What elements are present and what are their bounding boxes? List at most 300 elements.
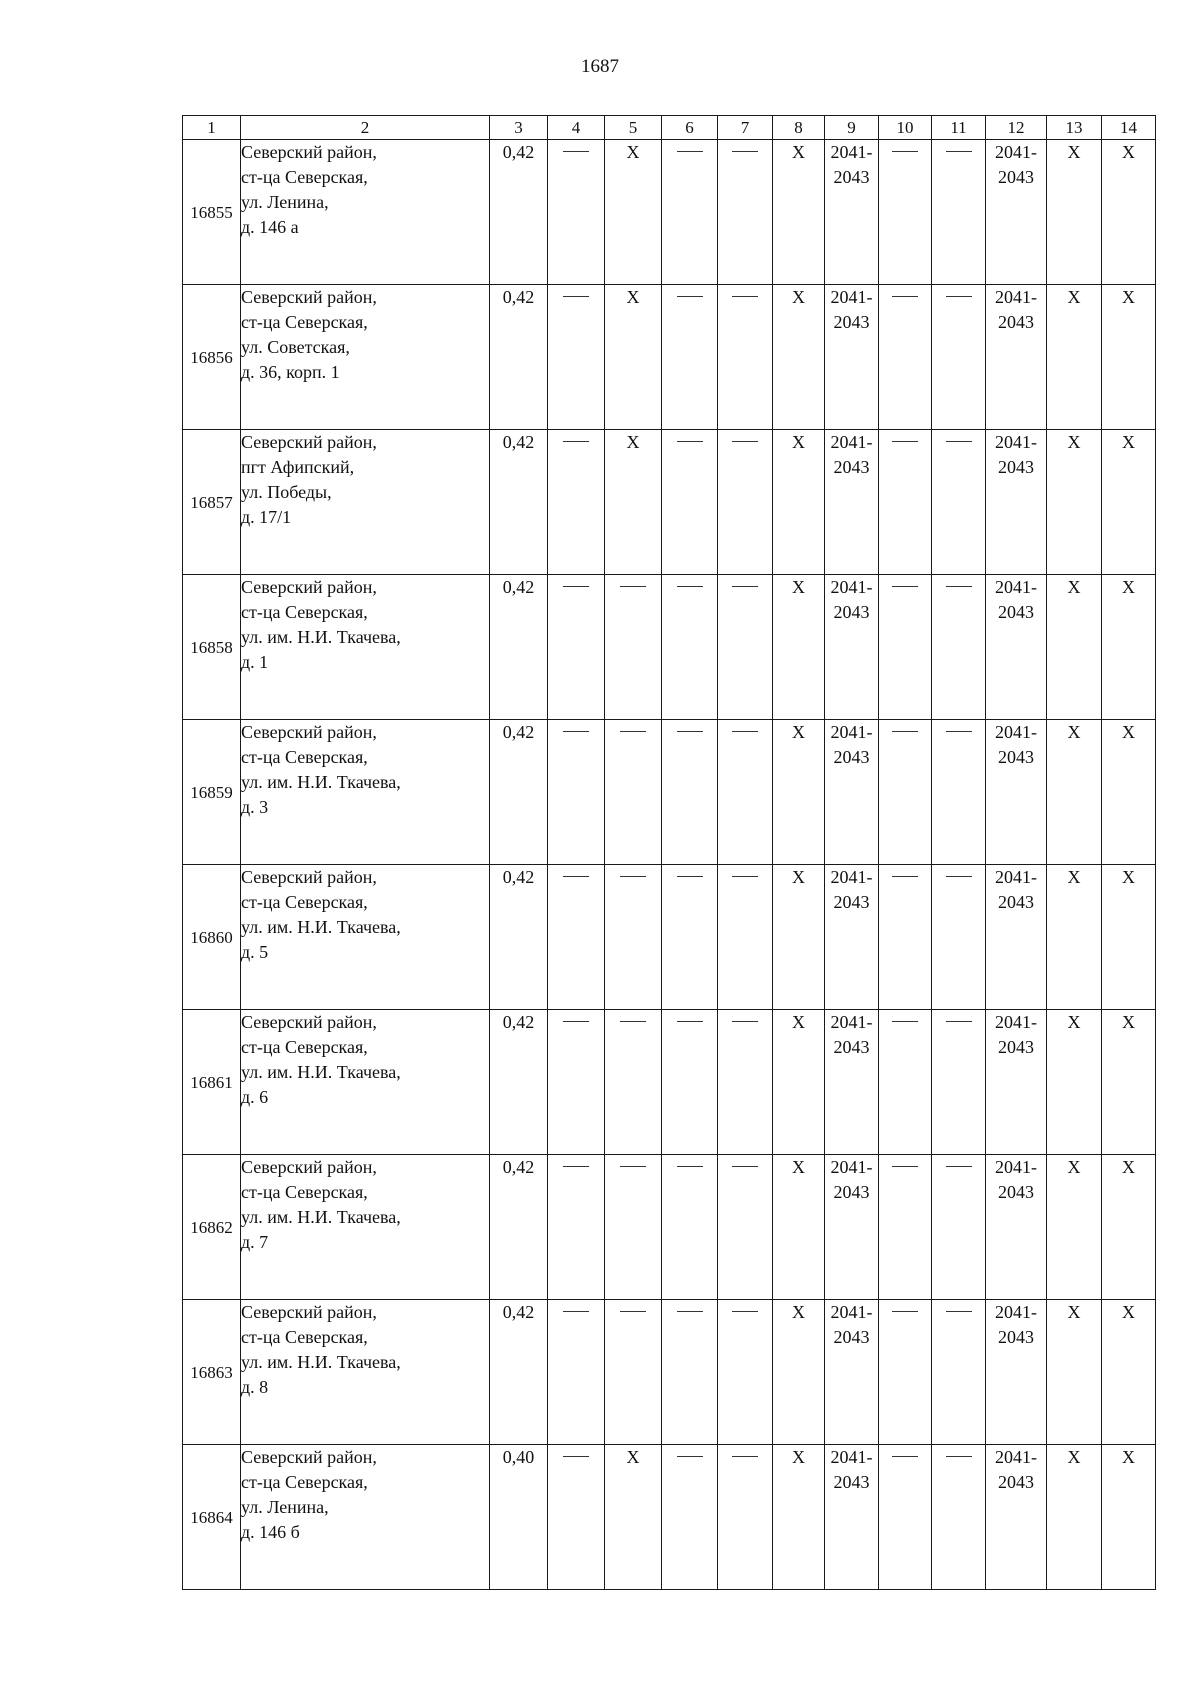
dash-mark — [946, 876, 972, 877]
year-range-cell-line: 2043 — [998, 312, 1034, 332]
address-cell-line: ст-ца Северская, — [241, 312, 368, 332]
address-cell-line: ст-ца Северская, — [241, 1182, 368, 1202]
address-cell — [241, 140, 490, 285]
row-number: 16858 — [183, 575, 241, 720]
dash-mark — [563, 1456, 589, 1457]
row-number: 16855 — [183, 140, 241, 285]
column-header-6: 6 — [662, 116, 718, 140]
dash-mark — [892, 296, 918, 297]
year-range-cell — [825, 575, 879, 720]
year-range-cell-line: 2041- — [995, 287, 1037, 307]
dash-mark — [732, 1456, 758, 1457]
year-range-cell — [825, 865, 879, 1010]
address-cell — [241, 1155, 490, 1300]
address-cell — [241, 285, 490, 430]
year-range-cell — [986, 1155, 1047, 1300]
row-number: 16862 — [183, 1155, 241, 1300]
dash-mark — [946, 151, 972, 152]
dash-mark — [563, 441, 589, 442]
mark-cell-c6 — [662, 1010, 718, 1155]
column-header-5: 5 — [605, 116, 662, 140]
column-header-14: 14 — [1102, 116, 1156, 140]
dash-mark — [732, 586, 758, 587]
page-number: 1687 — [581, 56, 619, 77]
address-cell-line: д. 6 — [241, 1087, 269, 1107]
dash-mark — [563, 296, 589, 297]
year-range-cell — [825, 285, 879, 430]
dash-mark — [732, 731, 758, 732]
registry-table — [182, 115, 1156, 1590]
address-cell-line: д. 5 — [241, 942, 269, 962]
mark-cell-c8: X — [773, 1155, 825, 1300]
mark-cell-c13: X — [1047, 1155, 1102, 1300]
address-cell-line: д. 36, корп. 1 — [241, 362, 340, 382]
year-range-cell — [825, 1445, 879, 1590]
address-cell-line: д. 3 — [241, 797, 269, 817]
mark-cell-c11 — [932, 1010, 986, 1155]
mark-cell-c6 — [662, 430, 718, 575]
dash-mark — [620, 1021, 646, 1022]
mark-cell-c6 — [662, 1155, 718, 1300]
table-row — [183, 720, 1156, 865]
dash-mark — [620, 876, 646, 877]
mark-cell-c8: X — [773, 1445, 825, 1590]
mark-cell-c5: X — [605, 285, 662, 430]
address-cell-line: д. 1 — [241, 652, 269, 672]
address-cell — [241, 575, 490, 720]
address-cell — [241, 1010, 490, 1155]
year-range-cell-line: 2041- — [830, 287, 873, 307]
mark-cell-c5 — [605, 1300, 662, 1445]
year-range-cell — [825, 720, 879, 865]
mark-cell-c6 — [662, 285, 718, 430]
mark-cell-c11 — [932, 1445, 986, 1590]
value-cell: 0,42 — [490, 285, 548, 430]
dash-mark — [892, 586, 918, 587]
mark-cell-c8: X — [773, 1010, 825, 1155]
dash-mark — [946, 1021, 972, 1022]
year-range-cell-line: 2041- — [995, 577, 1037, 597]
address-cell-line: Северский район, — [241, 577, 377, 597]
dash-mark — [677, 586, 703, 587]
mark-cell-c11 — [932, 575, 986, 720]
table-row — [183, 1300, 1156, 1445]
address-cell-line: ул. им. Н.И. Ткачева, — [241, 1207, 401, 1227]
dash-mark — [892, 1311, 918, 1312]
dash-mark — [732, 1311, 758, 1312]
mark-cell-c6 — [662, 720, 718, 865]
address-cell-line: д. 7 — [241, 1232, 269, 1252]
dash-mark — [892, 151, 918, 152]
year-range-cell-line: 2041- — [995, 142, 1037, 162]
column-header-10: 10 — [879, 116, 932, 140]
mark-cell-c8: X — [773, 575, 825, 720]
row-number: 16863 — [183, 1300, 241, 1445]
mark-cell-c8: X — [773, 865, 825, 1010]
value-cell: 0,42 — [490, 1155, 548, 1300]
table-row — [183, 430, 1156, 575]
address-cell-line: ул. им. Н.И. Ткачева, — [241, 772, 401, 792]
dash-mark — [732, 1021, 758, 1022]
mark-cell-c14: X — [1102, 1300, 1156, 1445]
year-range-cell-line: 2043 — [833, 747, 870, 767]
dash-mark — [563, 876, 589, 877]
address-cell-line: Северский район, — [241, 287, 377, 307]
column-header-4: 4 — [548, 116, 605, 140]
address-cell — [241, 720, 490, 865]
mark-cell-c4 — [548, 1155, 605, 1300]
header-row — [183, 116, 1156, 140]
mark-cell-c4 — [548, 430, 605, 575]
mark-cell-c10 — [879, 575, 932, 720]
address-cell-line: Северский район, — [241, 432, 377, 452]
address-cell-line: ст-ца Северская, — [241, 167, 368, 187]
column-header-12: 12 — [986, 116, 1047, 140]
year-range-cell — [986, 285, 1047, 430]
row-number: 16861 — [183, 1010, 241, 1155]
mark-cell-c7 — [718, 1155, 773, 1300]
dash-mark — [677, 1166, 703, 1167]
value-cell: 0,42 — [490, 720, 548, 865]
address-cell-line: Северский район, — [241, 1157, 377, 1177]
mark-cell-c7 — [718, 575, 773, 720]
table-row — [183, 1445, 1156, 1590]
mark-cell-c6 — [662, 575, 718, 720]
dash-mark — [892, 876, 918, 877]
year-range-cell-line: 2043 — [833, 312, 870, 332]
mark-cell-c11 — [932, 430, 986, 575]
address-cell-line: ул. Ленина, — [241, 1497, 329, 1517]
dash-mark — [892, 1166, 918, 1167]
year-range-cell-line: 2043 — [998, 602, 1034, 622]
value-cell: 0,42 — [490, 430, 548, 575]
row-number: 16864 — [183, 1445, 241, 1590]
dash-mark — [677, 441, 703, 442]
mark-cell-c5: X — [605, 140, 662, 285]
year-range-cell-line: 2041- — [830, 432, 873, 452]
value-cell: 0,42 — [490, 1300, 548, 1445]
mark-cell-c10 — [879, 285, 932, 430]
value-cell: 0,42 — [490, 1010, 548, 1155]
mark-cell-c10 — [879, 430, 932, 575]
mark-cell-c5: X — [605, 1445, 662, 1590]
year-range-cell-line: 2041- — [995, 1012, 1037, 1032]
address-cell-line: ул. им. Н.И. Ткачева, — [241, 917, 401, 937]
address-cell-line: д. 17/1 — [241, 507, 292, 527]
column-header-3: 3 — [490, 116, 548, 140]
year-range-cell-line: 2043 — [833, 602, 870, 622]
mark-cell-c5 — [605, 720, 662, 865]
year-range-cell-line: 2043 — [833, 1472, 870, 1492]
mark-cell-c8: X — [773, 720, 825, 865]
year-range-cell-line: 2043 — [833, 1037, 870, 1057]
mark-cell-c14: X — [1102, 1155, 1156, 1300]
dash-mark — [892, 731, 918, 732]
row-number: 16859 — [183, 720, 241, 865]
dash-mark — [563, 151, 589, 152]
year-range-cell-line: 2041- — [830, 722, 873, 742]
year-range-cell-line: 2041- — [830, 577, 873, 597]
year-range-cell-line: 2041- — [830, 1157, 873, 1177]
mark-cell-c8: X — [773, 285, 825, 430]
year-range-cell-line: 2041- — [995, 432, 1037, 452]
year-range-cell-line: 2041- — [995, 722, 1037, 742]
mark-cell-c13: X — [1047, 140, 1102, 285]
mark-cell-c4 — [548, 285, 605, 430]
year-range-cell — [825, 1010, 879, 1155]
year-range-cell-line: 2043 — [833, 1182, 870, 1202]
year-range-cell-line: 2041- — [995, 1447, 1037, 1467]
address-cell-line: ул. им. Н.И. Ткачева, — [241, 1062, 401, 1082]
mark-cell-c14: X — [1102, 575, 1156, 720]
dash-mark — [563, 1021, 589, 1022]
mark-cell-c7 — [718, 1010, 773, 1155]
address-cell-line: Северский район, — [241, 1302, 377, 1322]
dash-mark — [732, 151, 758, 152]
year-range-cell-line: 2043 — [998, 747, 1034, 767]
mark-cell-c7 — [718, 285, 773, 430]
mark-cell-c8: X — [773, 1300, 825, 1445]
dash-mark — [946, 441, 972, 442]
dash-mark — [892, 1456, 918, 1457]
dash-mark — [563, 731, 589, 732]
dash-mark — [563, 586, 589, 587]
value-cell: 0,42 — [490, 865, 548, 1010]
year-range-cell — [825, 140, 879, 285]
mark-cell-c8: X — [773, 140, 825, 285]
mark-cell-c4 — [548, 720, 605, 865]
year-range-cell — [825, 430, 879, 575]
dash-mark — [946, 731, 972, 732]
dash-mark — [677, 1456, 703, 1457]
address-cell-line: ул. Ленина, — [241, 192, 329, 212]
mark-cell-c14: X — [1102, 430, 1156, 575]
mark-cell-c10 — [879, 1155, 932, 1300]
year-range-cell-line: 2041- — [830, 1302, 873, 1322]
year-range-cell-line: 2041- — [830, 1012, 873, 1032]
table-row — [183, 285, 1156, 430]
mark-cell-c13: X — [1047, 430, 1102, 575]
mark-cell-c4 — [548, 1010, 605, 1155]
mark-cell-c7 — [718, 865, 773, 1010]
column-header-13: 13 — [1047, 116, 1102, 140]
value-cell: 0,42 — [490, 575, 548, 720]
address-cell-line: д. 146 а — [241, 217, 299, 237]
mark-cell-c4 — [548, 865, 605, 1010]
mark-cell-c14: X — [1102, 1445, 1156, 1590]
mark-cell-c11 — [932, 1300, 986, 1445]
dash-mark — [946, 1311, 972, 1312]
mark-cell-c13: X — [1047, 720, 1102, 865]
year-range-cell-line: 2041- — [830, 867, 873, 887]
mark-cell-c13: X — [1047, 865, 1102, 1010]
dash-mark — [946, 296, 972, 297]
column-header-2: 2 — [241, 116, 490, 140]
address-cell-line: ст-ца Северская, — [241, 892, 368, 912]
dash-mark — [732, 296, 758, 297]
mark-cell-c6 — [662, 1445, 718, 1590]
year-range-cell — [825, 1155, 879, 1300]
mark-cell-c14: X — [1102, 865, 1156, 1010]
address-cell-line: Северский район, — [241, 1447, 377, 1467]
year-range-cell-line: 2041- — [830, 142, 873, 162]
address-cell-line: ст-ца Северская, — [241, 1037, 368, 1057]
dash-mark — [677, 1021, 703, 1022]
mark-cell-c14: X — [1102, 285, 1156, 430]
dash-mark — [732, 876, 758, 877]
address-cell-line: д. 146 б — [241, 1522, 300, 1542]
mark-cell-c6 — [662, 140, 718, 285]
mark-cell-c14: X — [1102, 720, 1156, 865]
dash-mark — [677, 731, 703, 732]
dash-mark — [677, 1311, 703, 1312]
year-range-cell-line: 2041- — [830, 1447, 873, 1467]
address-cell — [241, 1300, 490, 1445]
year-range-cell-line: 2043 — [998, 167, 1034, 187]
address-cell-line: ул. Советская, — [241, 337, 350, 357]
value-cell: 0,40 — [490, 1445, 548, 1590]
year-range-cell-line: 2043 — [833, 167, 870, 187]
year-range-cell-line: 2043 — [833, 457, 870, 477]
dash-mark — [677, 296, 703, 297]
dash-mark — [620, 1311, 646, 1312]
row-number: 16857 — [183, 430, 241, 575]
column-header-9: 9 — [825, 116, 879, 140]
mark-cell-c5 — [605, 1010, 662, 1155]
dash-mark — [677, 876, 703, 877]
table-row — [183, 1155, 1156, 1300]
column-header-1: 1 — [183, 116, 241, 140]
year-range-cell-line: 2043 — [998, 1037, 1034, 1057]
mark-cell-c7 — [718, 1445, 773, 1590]
year-range-cell-line: 2043 — [998, 892, 1034, 912]
year-range-cell — [986, 1445, 1047, 1590]
address-cell-line: Северский район, — [241, 867, 377, 887]
address-cell-line: д. 8 — [241, 1377, 269, 1397]
mark-cell-c8: X — [773, 430, 825, 575]
mark-cell-c7 — [718, 140, 773, 285]
dash-mark — [732, 1166, 758, 1167]
mark-cell-c4 — [548, 1300, 605, 1445]
dash-mark — [946, 1166, 972, 1167]
mark-cell-c13: X — [1047, 1445, 1102, 1590]
year-range-cell-line: 2043 — [998, 1327, 1034, 1347]
table-row — [183, 575, 1156, 720]
dash-mark — [946, 586, 972, 587]
address-cell-line: ст-ца Северская, — [241, 1327, 368, 1347]
address-cell-line: пгт Афипский, — [241, 457, 355, 477]
mark-cell-c10 — [879, 720, 932, 865]
dash-mark — [892, 441, 918, 442]
address-cell-line: ст-ца Северская, — [241, 1472, 368, 1492]
mark-cell-c4 — [548, 1445, 605, 1590]
mark-cell-c14: X — [1102, 1010, 1156, 1155]
mark-cell-c13: X — [1047, 1010, 1102, 1155]
year-range-cell-line: 2041- — [995, 867, 1037, 887]
address-cell — [241, 865, 490, 1010]
dash-mark — [946, 1456, 972, 1457]
mark-cell-c13: X — [1047, 1300, 1102, 1445]
value-cell: 0,42 — [490, 140, 548, 285]
year-range-cell-line: 2041- — [995, 1157, 1037, 1177]
address-cell — [241, 430, 490, 575]
mark-cell-c4 — [548, 140, 605, 285]
address-cell-line: ул. им. Н.И. Ткачева, — [241, 627, 401, 647]
table-header — [183, 116, 1156, 140]
column-header-8: 8 — [773, 116, 825, 140]
mark-cell-c10 — [879, 1300, 932, 1445]
mark-cell-c11 — [932, 140, 986, 285]
column-header-7: 7 — [718, 116, 773, 140]
year-range-cell — [986, 140, 1047, 285]
mark-cell-c6 — [662, 865, 718, 1010]
dash-mark — [677, 151, 703, 152]
mark-cell-c7 — [718, 430, 773, 575]
table-row — [183, 1010, 1156, 1155]
year-range-cell — [986, 1300, 1047, 1445]
mark-cell-c11 — [932, 285, 986, 430]
year-range-cell-line: 2043 — [998, 1182, 1034, 1202]
dash-mark — [563, 1166, 589, 1167]
year-range-cell-line: 2043 — [998, 1472, 1034, 1492]
year-range-cell — [986, 865, 1047, 1010]
mark-cell-c14: X — [1102, 140, 1156, 285]
mark-cell-c5 — [605, 575, 662, 720]
column-header-11: 11 — [932, 116, 986, 140]
mark-cell-c5 — [605, 1155, 662, 1300]
address-cell-line: ст-ца Северская, — [241, 747, 368, 767]
year-range-cell-line: 2041- — [995, 1302, 1037, 1322]
dash-mark — [732, 441, 758, 442]
row-number: 16856 — [183, 285, 241, 430]
mark-cell-c11 — [932, 720, 986, 865]
address-cell-line: Северский район, — [241, 1012, 377, 1032]
address-cell-line: Северский район, — [241, 142, 377, 162]
address-cell-line: ул. Победы, — [241, 482, 332, 502]
mark-cell-c13: X — [1047, 575, 1102, 720]
row-number: 16860 — [183, 865, 241, 1010]
mark-cell-c10 — [879, 865, 932, 1010]
address-cell-line: Северский район, — [241, 722, 377, 742]
year-range-cell-line: 2043 — [833, 892, 870, 912]
year-range-cell — [986, 720, 1047, 865]
year-range-cell — [986, 575, 1047, 720]
mark-cell-c10 — [879, 1445, 932, 1590]
mark-cell-c6 — [662, 1300, 718, 1445]
address-cell — [241, 1445, 490, 1590]
table-body — [183, 140, 1156, 1590]
mark-cell-c5 — [605, 865, 662, 1010]
mark-cell-c7 — [718, 720, 773, 865]
mark-cell-c4 — [548, 575, 605, 720]
mark-cell-c11 — [932, 1155, 986, 1300]
year-range-cell-line: 2043 — [833, 1327, 870, 1347]
table-row — [183, 140, 1156, 285]
year-range-cell-line: 2043 — [998, 457, 1034, 477]
dash-mark — [620, 731, 646, 732]
year-range-cell — [986, 1010, 1047, 1155]
year-range-cell — [986, 430, 1047, 575]
dash-mark — [620, 1166, 646, 1167]
mark-cell-c13: X — [1047, 285, 1102, 430]
year-range-cell — [825, 1300, 879, 1445]
mark-cell-c7 — [718, 1300, 773, 1445]
mark-cell-c11 — [932, 865, 986, 1010]
address-cell-line: ул. им. Н.И. Ткачева, — [241, 1352, 401, 1372]
mark-cell-c5: X — [605, 430, 662, 575]
mark-cell-c10 — [879, 140, 932, 285]
mark-cell-c10 — [879, 1010, 932, 1155]
